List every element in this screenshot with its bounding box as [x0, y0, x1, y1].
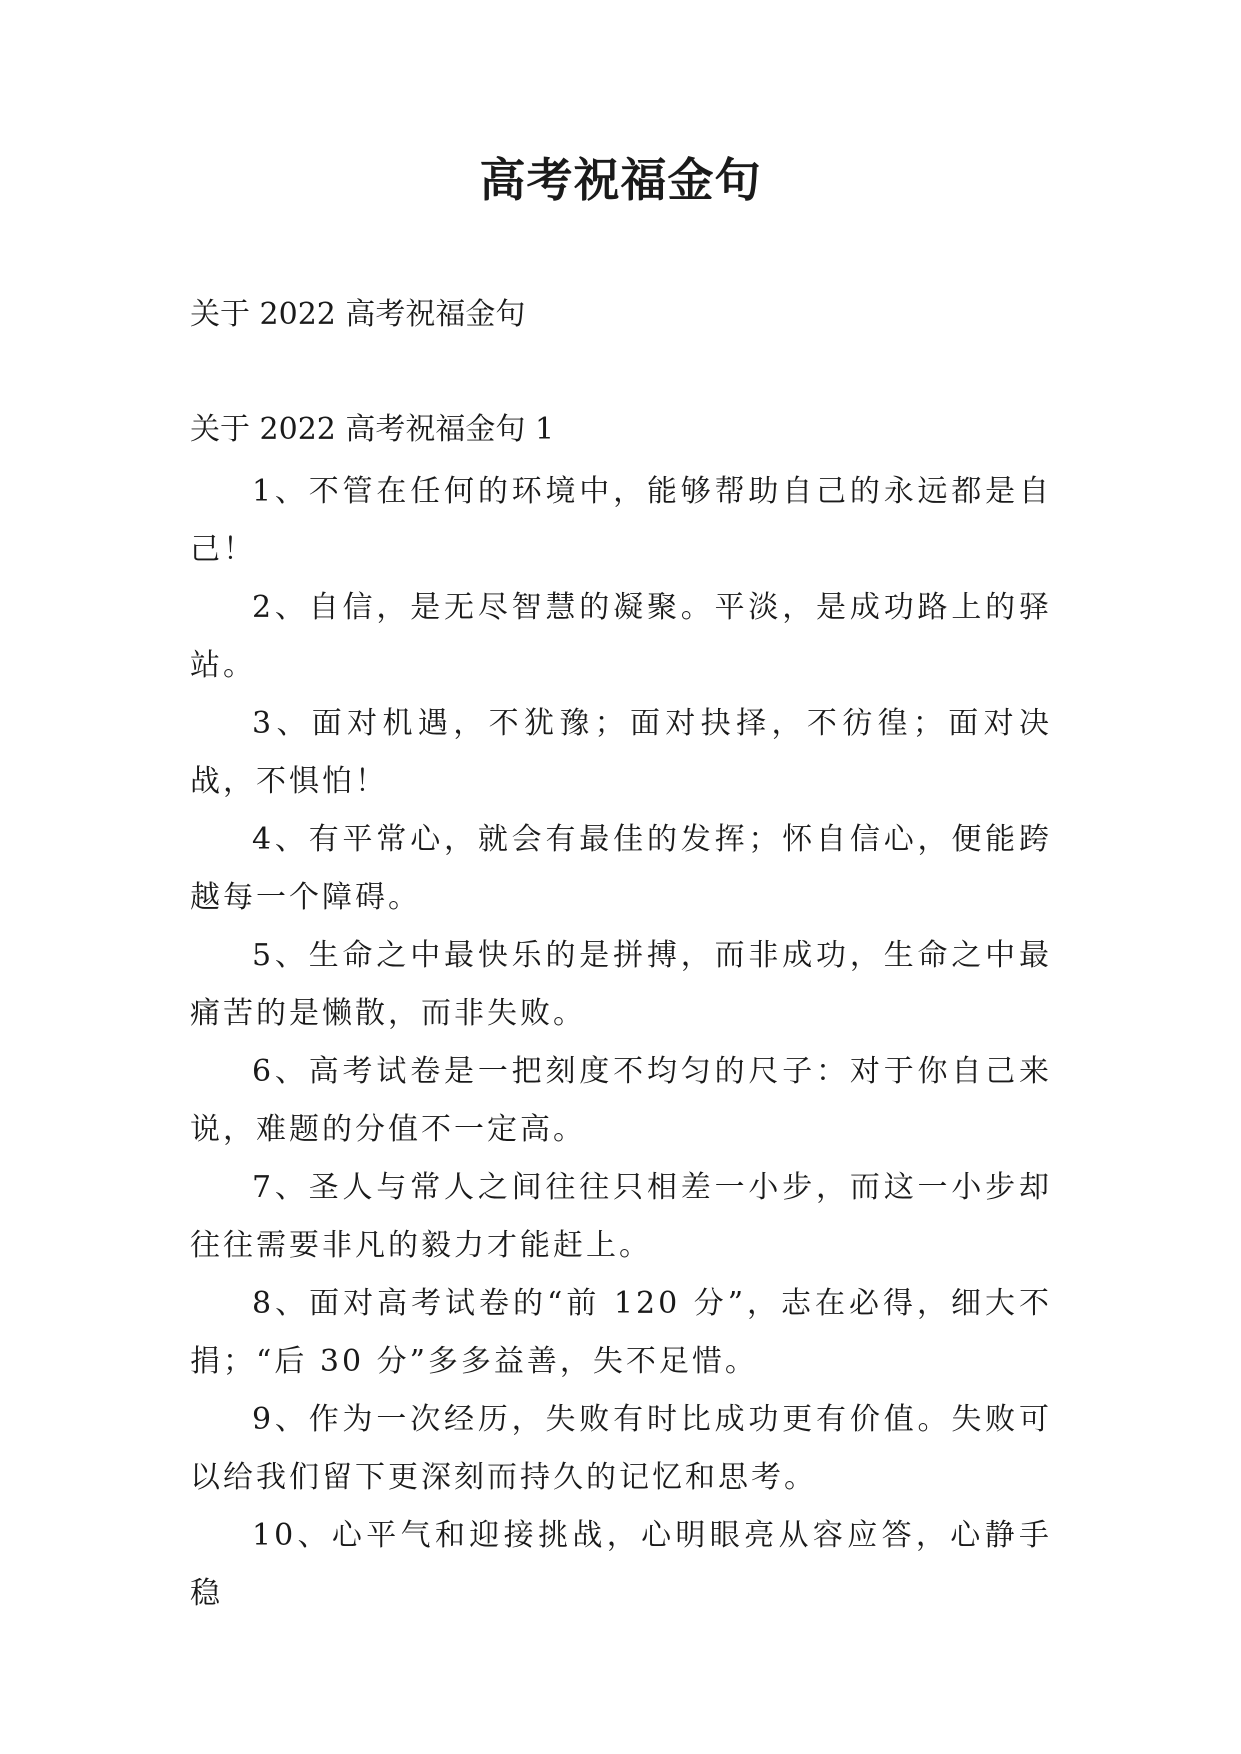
list-item: 8、面对高考试卷的“前 120 分”，志在必得，细大不捐；“后 30 分”多多益善，失不足惜。: [190, 1286, 1052, 1379]
list-item: 6、高考试卷是一把刻度不均匀的尺子：对于你自己来说，难题的分值不一定高。: [190, 1054, 1052, 1147]
blessing-list: [190, 463, 1052, 1623]
list-item: 1、不管在任何的环境中，能够帮助自己的永远都是自己！: [190, 474, 1052, 567]
list-item: 5、生命之中最快乐的是拼搏，而非成功，生命之中最痛苦的是懒散，而非失败。: [190, 938, 1052, 1031]
document-title: 高考祝福金句: [479, 153, 762, 207]
list-item: 7、圣人与常人之间往往只相差一小步，而这一小步却往往需要非凡的毅力才能赶上。: [190, 1170, 1052, 1263]
list-item: 2、自信，是无尽智慧的凝聚。平淡，是成功路上的驿站。: [190, 590, 1052, 683]
list-item: 10、心平气和迎接挑战，心明眼亮从容应答，心静手稳: [190, 1518, 1052, 1611]
list-item: 4、有平常心，就会有最佳的发挥；怀自信心，便能跨越每一个障碍。: [190, 822, 1052, 915]
list-item: 9、作为一次经历，失败有时比成功更有价值。失败可以给我们留下更深刻而持久的记忆和思考。: [190, 1402, 1052, 1495]
list-item: 3、面对机遇，不犹豫；面对抉择，不彷徨；面对决战，不惧怕！: [190, 706, 1052, 799]
section-heading: 关于 2022 高考祝福金句 1: [190, 412, 555, 447]
document-subtitle: 关于 2022 高考祝福金句: [190, 297, 526, 332]
